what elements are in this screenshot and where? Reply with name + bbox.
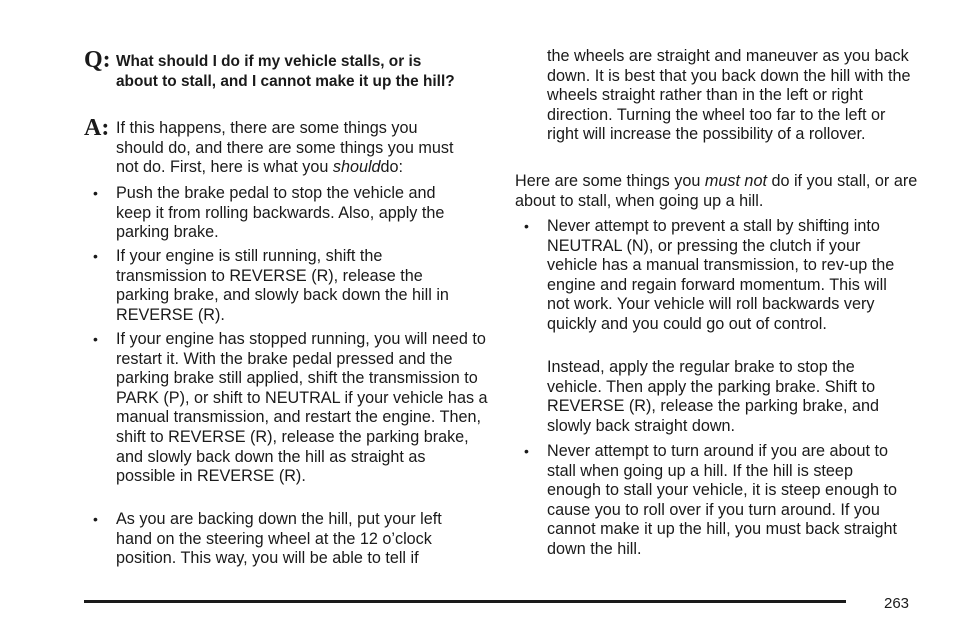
intro-emphasis: must not [704,172,767,190]
bullet-dot: • [93,331,98,347]
bullet-dot: • [93,511,98,527]
bullet-dot: • [524,218,529,234]
list-item-text: Never attempt to prevent a stall by shifting into NEUTRAL (N), or pressing the clutch if your vehicle has a manual transmission, to rev-up the engine and regain forward momentum. This will not work. Your vehicle will roll backwards very quickly and you could go out of control. [547,217,895,333]
a-marker: A: [84,115,110,141]
list-item-text: If your engine has stopped running, you will need to restart it. With the brake pedal pressed and the parking brake still applied, shift the transmission to PARK (P), or shift to NEUTRAL if your vehicle has a manual transmission, and restart the engine. Then, shift to REVERSE (R), release the parking brake, and slowly back down the hill as straight as possible in REVERSE (R). [116,330,488,486]
list-item-text: Push the brake pedal to stop the vehicle and keep it from rolling backwards. Also, apply the parking brake. [116,184,445,242]
list-item-text: Never attempt to turn around if you are about to stall when going up a hill. If the hill is steep enough to stall your vehicle, it is steep enough to cause you to roll over if you turn around. If you cannot make it up the hill, you must back straight down the hill. [547,442,898,558]
q-marker: Q: [84,47,111,73]
must-not-intro [515,172,920,211]
bullet-dot: • [524,443,529,459]
list-item-text: If your engine is still running, shift the transmission to REVERSE (R), release the parking brake, and slowly back down the hill in REVERSE (R). [116,247,449,324]
continuation-paragraph: the wheels are straight and maneuver as you back down. It is best that you back down the hill with the wheels straight rather than in the left or right direction. Turning the wheel too far to the left or right will increase the possibility of a rollover. [547,47,911,144]
intro-text-start: Here are some things you [515,172,701,190]
bullet-dot: • [93,248,98,264]
answer-emphasis: should [332,158,381,177]
intro-text-end: do if you stall, or are about to stall, when going up a hill. [515,172,918,210]
answer-text-end: do: [380,158,404,177]
question-text: What should I do if my vehicle stalls, or is about to stall, and I cannot make it up the hill? [116,53,455,90]
list-item-text: As you are backing down the hill, put your left hand on the steering wheel at the 12 o’clock position. This way, you will be able to tell if [116,510,442,568]
footer-rule [84,600,846,603]
answer-text-start: If this happens, there are some things you should do, and there are some things you must not do. First, here is what you [116,119,454,177]
bullet-dot: • [93,185,98,201]
page-number: 263 [884,595,910,612]
answer-text [116,119,461,178]
instead-paragraph: Instead, apply the regular brake to stop the vehicle. Then apply the parking brake. Shift to REVERSE (R), release the parking brake, and slowly back straight down. [547,358,880,435]
